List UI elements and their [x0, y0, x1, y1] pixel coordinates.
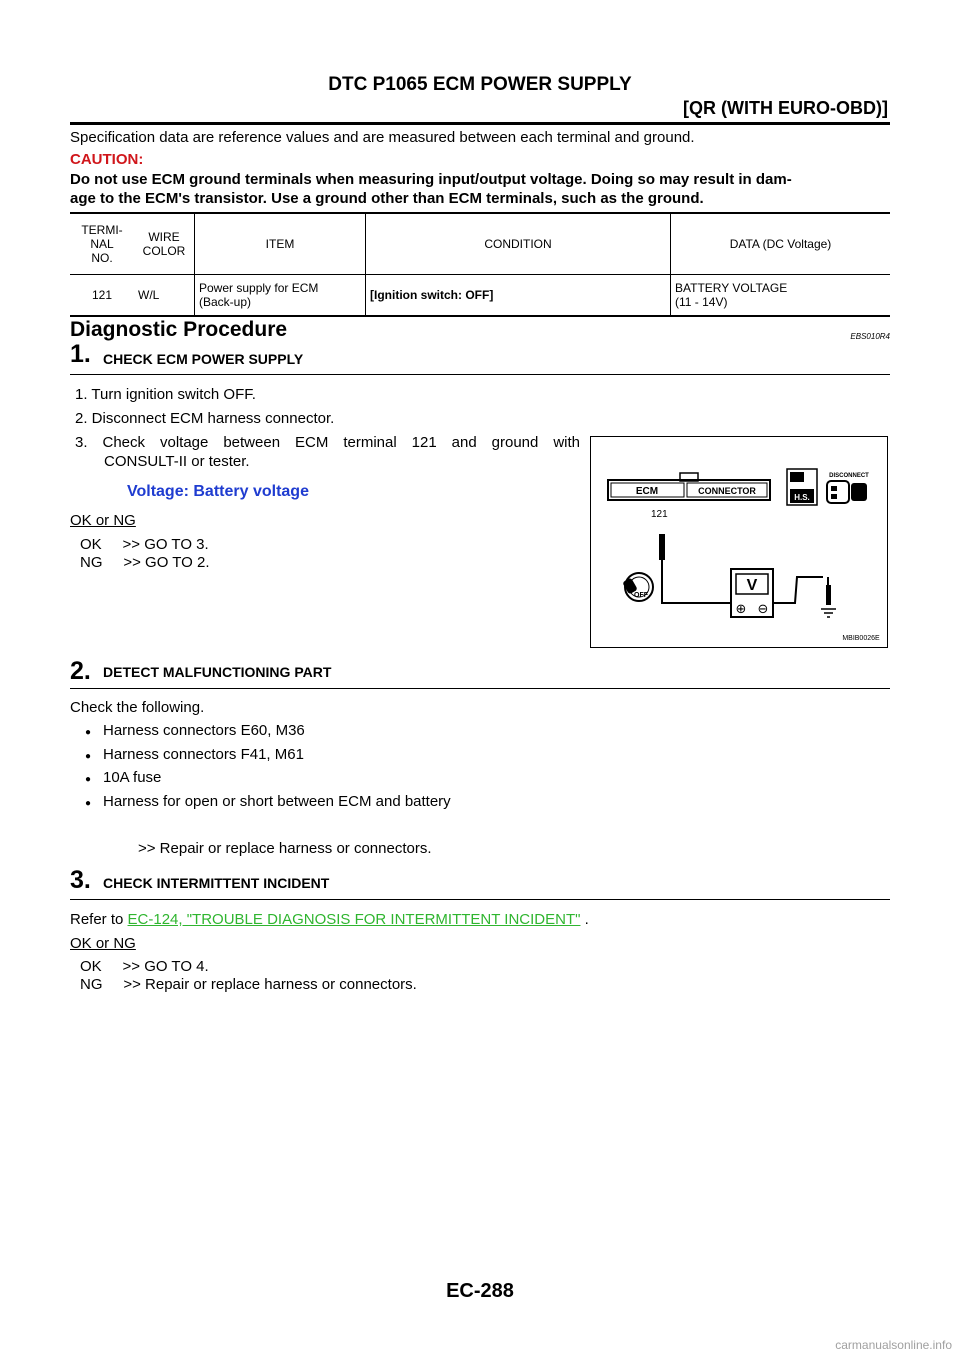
header-data: DATA (DC Voltage) — [671, 213, 891, 275]
svg-text:V: V — [746, 577, 758, 594]
ignition-key-off-icon — [622, 573, 653, 601]
step-1-item-3: 3. Check voltage between ECM terminal 121 and ground with — [75, 434, 580, 451]
terminal-label: 121 — [651, 509, 668, 520]
step-3-refer: Refer to EC-124, "TROUBLE DIAGNOSIS FOR INTERMITTENT INCIDENT" . — [70, 911, 589, 928]
svg-text:⊕: ⊕ — [735, 602, 747, 617]
cell-data: BATTERY VOLTAGE (11 - 14V) — [671, 275, 891, 317]
ecm-label: ECM — [635, 486, 659, 497]
svg-text:⊖: ⊖ — [757, 602, 769, 617]
terminal-spec-table — [70, 212, 890, 317]
step-1-number: 1. — [70, 340, 91, 368]
step-1-spec: Voltage: Battery voltage — [127, 483, 309, 500]
caution-line-2: age to the ECM's transistor. Use a ground other than ECM terminals, such as the ground. — [70, 190, 704, 207]
voltmeter-icon — [731, 569, 773, 617]
connector-label: CONNECTOR — [698, 486, 756, 496]
figure-illustration — [591, 437, 887, 647]
svg-text:OFF: OFF — [634, 592, 648, 599]
header-item: ITEM — [195, 213, 366, 275]
step-1-title: CHECK ECM POWER SUPPLY — [103, 351, 304, 367]
step-2-divider — [70, 688, 890, 689]
ecm-voltage-check-figure — [590, 436, 888, 648]
step-3-ng: NG >> Repair or replace harness or connectors. — [80, 976, 417, 993]
cell-wire: W/L — [138, 288, 160, 302]
step-1-divider — [70, 374, 890, 375]
header-condition: CONDITION — [366, 213, 671, 275]
step-1-item-1: 1. Turn ignition switch OFF. — [75, 386, 256, 403]
page-title: DTC P1065 ECM POWER SUPPLY — [328, 74, 632, 95]
step-3-ok-or-ng: OK or NG — [70, 935, 136, 952]
disconnect-icon — [827, 473, 869, 503]
procedure-heading: Diagnostic Procedure — [70, 318, 288, 341]
cell-item: Power supply for ECM (Back-up) — [195, 275, 366, 317]
page-number: EC-288 — [446, 1280, 514, 1302]
step-1-item-3-cont: CONSULT-II or tester. — [104, 453, 250, 470]
caution-body — [70, 170, 890, 208]
step-2-lead: Check the following. — [70, 699, 205, 716]
step-2-number: 2. — [70, 657, 91, 685]
step-2-bullet-4: ● Harness for open or short between ECM and battery — [103, 792, 451, 811]
cell-condition: [Ignition switch: OFF] — [366, 275, 671, 317]
step-1-ok-or-ng: OK or NG — [70, 512, 136, 529]
header-divider — [70, 122, 890, 125]
step-1-item-2: 2. Disconnect ECM harness connector. — [75, 410, 335, 427]
trouble-diagnosis-link[interactable]: EC-124, "TROUBLE DIAGNOSIS FOR INTERMITTENT INCIDENT" — [127, 911, 581, 928]
svg-text:H.S.: H.S. — [794, 493, 810, 502]
harness-side-icon — [787, 469, 817, 505]
step-2-bullet-3: ● 10A fuse — [103, 768, 161, 787]
step-3-ok: OK >> GO TO 4. — [80, 958, 209, 975]
step-1-ok: OK >> GO TO 3. — [80, 536, 209, 553]
ground-icon — [821, 609, 836, 617]
header-wire-color: WIRE COLOR — [142, 230, 186, 258]
table-row — [70, 275, 890, 317]
watermark: carmanualsonline.info — [835, 1338, 952, 1352]
step-1-ng: NG >> GO TO 2. — [80, 554, 210, 571]
disconnect-label: DISCONNECT — [829, 473, 869, 479]
procedure-code: EBS010R4 — [850, 332, 890, 341]
step-2-action: >> Repair or replace harness or connectors. — [138, 840, 432, 857]
intro-text: Specification data are reference values and are measured between each terminal and ground. — [70, 129, 695, 146]
step-3-number: 3. — [70, 866, 91, 894]
caution-line-1: Do not use ECM ground terminals when measuring input/output voltage. Doing so may result in dam- — [70, 171, 792, 188]
table-header-row — [70, 213, 890, 275]
caution-heading: CAUTION: — [70, 151, 144, 168]
step-2-bullet-2: ● Harness connectors F41, M61 — [103, 745, 304, 764]
step-3-title: CHECK INTERMITTENT INCIDENT — [103, 875, 330, 891]
page-subtitle: [QR (WITH EURO-OBD)] — [683, 98, 888, 118]
step-2-bullet-1: ● Harness connectors E60, M36 — [103, 721, 305, 740]
header-terminal-no: TERMI- NAL NO. — [81, 223, 123, 265]
step-3-divider — [70, 899, 890, 900]
step-2-title: DETECT MALFUNCTIONING PART — [103, 664, 332, 680]
figure-code: MBIB0026E — [842, 635, 880, 642]
cell-terminal: 121 — [91, 288, 113, 302]
